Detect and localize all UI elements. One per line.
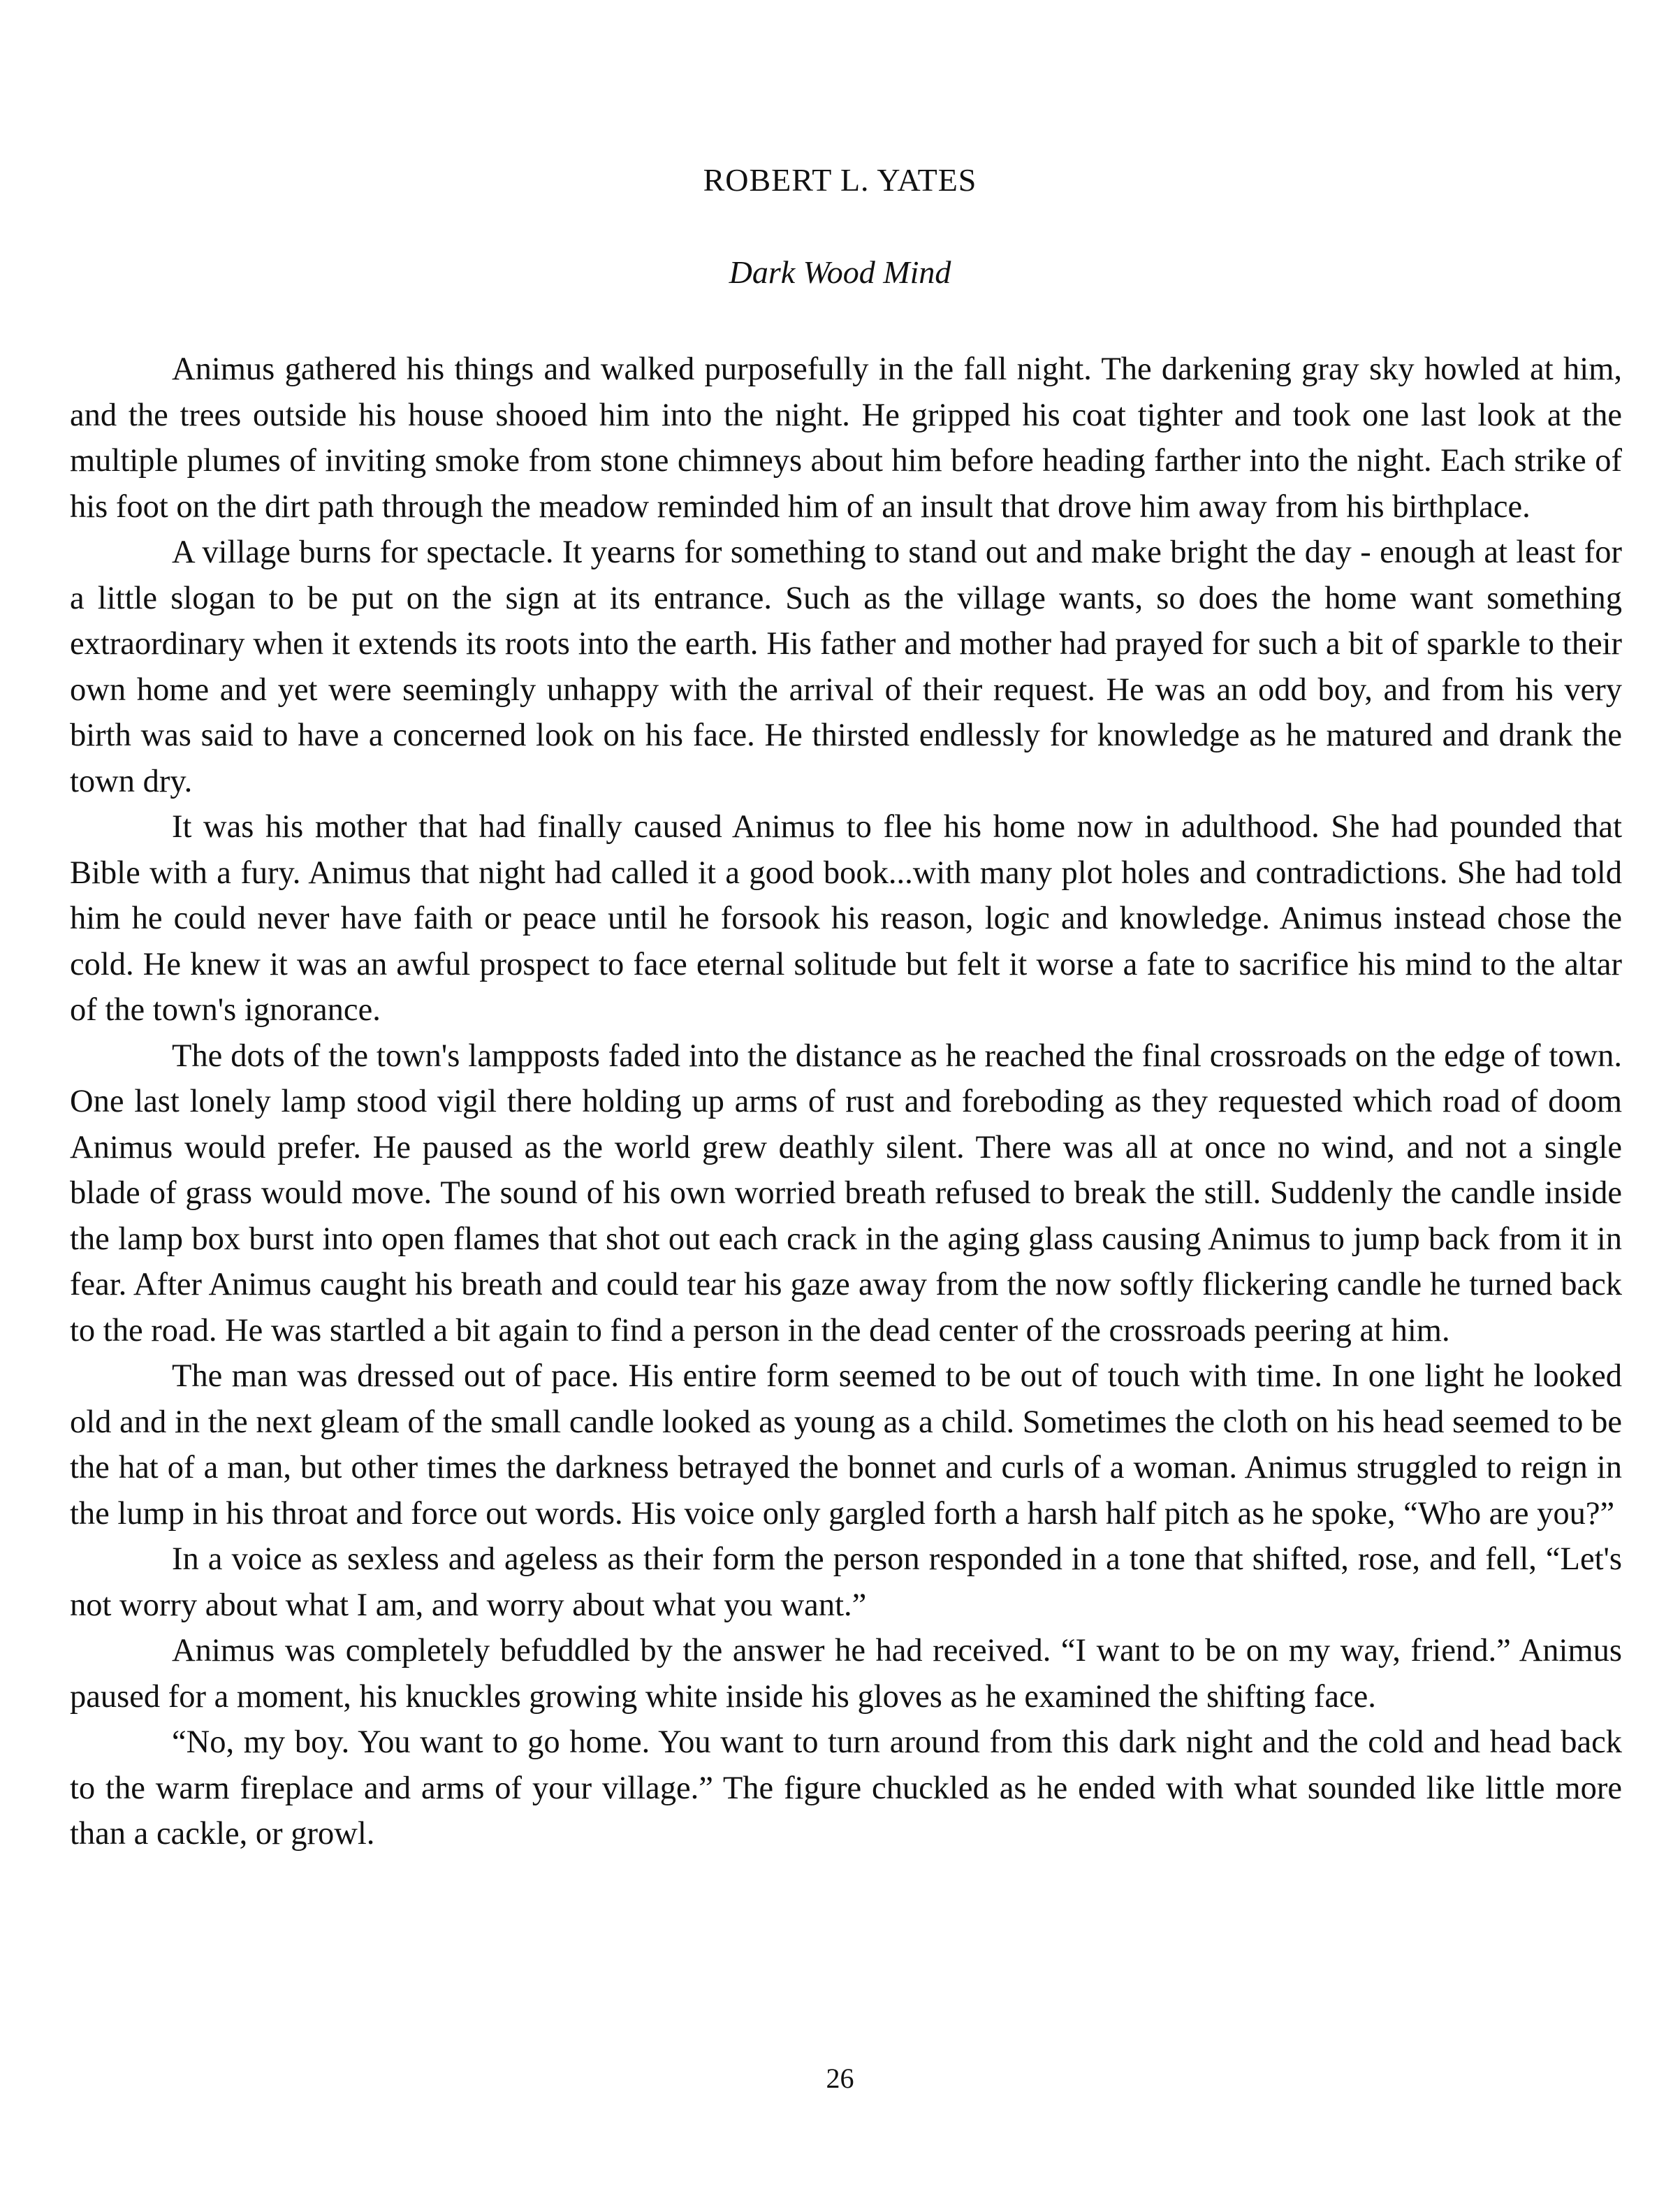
author-name: ROBERT L. YATES bbox=[703, 162, 977, 198]
story-title: Dark Wood Mind bbox=[729, 254, 951, 290]
paragraph: Animus was completely befuddled by the answer he had received. “I want to be on my way, friend.” Animus paused for a moment, his knuckles growing white inside his gloves as he examined the shifting face. bbox=[70, 1633, 1622, 1715]
paragraph: A village burns for spectacle. It yearns for something to stand out and make bright the day - enough at least for a little slogan to be put on the sign at its entrance. Such as the village wants, so does the home want something extraordinary when it extends its roots into the earth. His father and mother had prayed for such a bit of sparkle to their own home and yet were seemingly unhappy with the arrival of their request. He was an odd boy, and from his very birth was said to have a concerned look on his face. He thirsted endlessly for knowledge as he matured and drank the town dry. bbox=[70, 535, 1622, 799]
paragraph: Animus gathered his things and walked purposefully in the fall night. The darkening gray sky howled at him, and the trees outside his house shooed him into the night. He gripped his coat tighter and took one last look at the multiple plumes of inviting smoke from stone chimneys about him before heading farther into the night. Each strike of his foot on the dirt path through the meadow reminded him of an insult that drove him away from his birthplace. bbox=[70, 351, 1622, 525]
page-number: 26 bbox=[826, 2063, 854, 2094]
paragraph: The dots of the town's lampposts faded into the distance as he reached the final crossroads on the edge of town. One last lonely lamp stood vigil there holding up arms of rust and foreboding as they requested which road of doom Animus would prefer. He paused as the world grew deathly silent. There was all at once no wind, and not a single blade of grass would move. The sound of his own worried breath refused to break the still. Suddenly the candle inside the lamp box burst into open flames that shot out each crack in the aging glass causing Animus to jump back from it in fear. After Animus caught his breath and could tear his gaze away from the now softly flickering candle he turned back to the road. He was startled a bit again to find a person in the dead center of the crossroads peering at him. bbox=[70, 1038, 1622, 1348]
paragraph: “No, my boy. You want to go home. You want to turn around from this dark night and the cold and head back to the warm fireplace and arms of your village.” The figure chuckled as he ended with what sounded like little more than a cackle, or growl. bbox=[70, 1724, 1622, 1852]
paragraph: It was his mother that had finally caused Animus to flee his home now in adulthood. She had pounded that Bible with a fury. Animus that night had called it a good book...with many plot holes and contradictions. She had told him he could never have faith or peace until he forsook his reason, logic and knowledge. Animus instead chose the cold. He knew it was an awful prospect to face eternal solitude but felt it worse a fate to sacrifice his mind to the altar of the town's ignorance. bbox=[70, 809, 1622, 1028]
story-body bbox=[70, 347, 1622, 1857]
paragraph: The man was dressed out of pace. His entire form seemed to be out of touch with time. In one light he looked old and in the next gleam of the small candle looked as young as a child. Sometimes the cloth on his head seemed to be the hat of a man, but other times the darkness betrayed the bonnet and curls of a woman. Animus struggled to reign in the lump in his throat and force out words. His voice only gargled forth a harsh half pitch as he spoke, “Who are you?” bbox=[70, 1358, 1622, 1532]
paragraph: In a voice as sexless and ageless as their form the person responded in a tone that shifted, rose, and fell, “Let's not worry about what I am, and worry about what you want.” bbox=[70, 1541, 1622, 1623]
